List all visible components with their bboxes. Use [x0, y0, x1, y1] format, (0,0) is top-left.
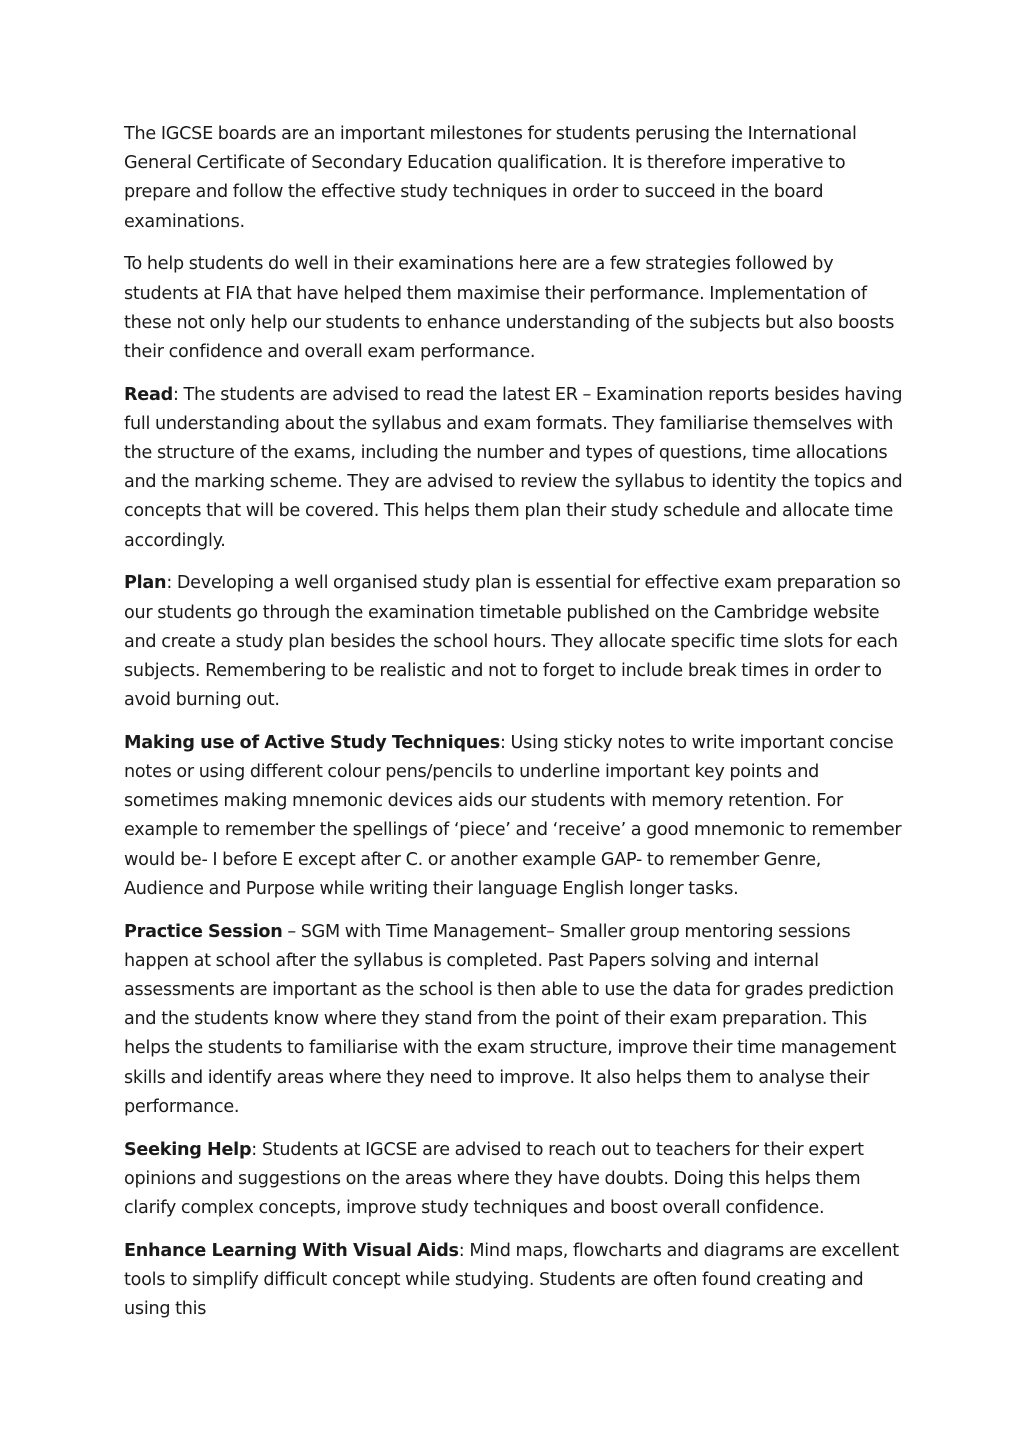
practice-session-paragraph	[124, 918, 904, 1122]
paragraph-text: Mind maps, flowcharts and diagrams are excellent tools to simplify difficult concept while studying. Students are often found creating and using this	[124, 1240, 899, 1320]
paragraph-text: Developing a well organised study plan is essential for effective exam preparation so our students go through the examination timetable published on the Cambridge website and create a study plan besides the school hours. They allocate specific time slots for each subjects. Remembering to be realistic and not to forget to include break times in order to avoid burning out.	[124, 573, 901, 711]
paragraph-heading-active-study: Making use of Active Study Techniques	[124, 732, 500, 753]
document-body	[124, 120, 904, 1338]
heading-separator: :	[458, 1240, 470, 1261]
paragraph-text: The IGCSE boards are an important milestones for students perusing the International General Certificate of Secondary Education qualification. It is therefore imperative to prepare and follow the effective study techniques in order to succeed in the board examinations.	[124, 124, 857, 232]
active-study-paragraph	[124, 729, 904, 904]
heading-separator: :	[166, 573, 177, 594]
paragraph-text: To help students do well in their examinations here are a few strategies followed by students at FIA that have helped them maximise their performance. Implementation of these not only help our students to enhance understanding of the subjects but also boosts their confidence and overall exam performance.	[124, 254, 895, 362]
heading-separator: :	[172, 384, 184, 405]
visual-aids-paragraph	[124, 1237, 904, 1325]
strategies-intro-paragraph	[124, 250, 904, 367]
read-paragraph	[124, 381, 904, 556]
intro-paragraph	[124, 120, 904, 237]
heading-separator: :	[251, 1139, 262, 1160]
paragraph-text: Students at IGCSE are advised to reach out to teachers for their expert opinions and suggestions on the areas where they have doubts. Doing this helps them clarify complex concepts, improve study techniques and boost overall confidence.	[124, 1139, 864, 1218]
seeking-help-paragraph	[124, 1136, 904, 1224]
paragraph-heading-visual-aids: Enhance Learning With Visual Aids	[124, 1240, 459, 1261]
plan-paragraph	[124, 569, 904, 715]
paragraph-heading-read: Read	[124, 384, 173, 405]
heading-separator: :	[499, 732, 511, 753]
paragraph-text: The students are advised to read the latest ER – Examination reports besides having full understanding about the syllabus and exam formats. They familiarise themselves with the structure of the exams, including the number and types of questions, time allocations and the marking scheme. They are advised to review the syllabus to identity the topics and concepts that will be covered. This helps them plan their study schedule and allocate time accordingly.	[124, 384, 903, 551]
paragraph-heading-practice-session: Practice Session	[124, 921, 283, 942]
paragraph-heading-plan: Plan	[124, 573, 167, 594]
paragraph-heading-seeking-help: Seeking Help	[124, 1139, 252, 1160]
paragraph-text: Using sticky notes to write important concise notes or using different colour pens/pencils to underline important key points and sometimes making mnemonic devices aids our students with memory retention. For example to remember the spellings of ‘piece’ and ‘receive’ a good mnemonic to remember would be- I before E except after C. or another example GAP- to remember Genre, Audience and Purpose while writing their language English longer tasks.	[124, 732, 902, 899]
heading-separator: –	[282, 921, 301, 942]
paragraph-text: SGM with Time Management– Smaller group mentoring sessions happen at school after the syllabus is completed. Past Papers solving and internal assessments are important as the school is then able to use the data for grades prediction and the students know where they stand from the point of their exam preparation. This helps the students to familiarise with the exam structure, improve their time management skills and identify areas where they need to improve. It also helps them to analyse their performance.	[124, 921, 897, 1117]
